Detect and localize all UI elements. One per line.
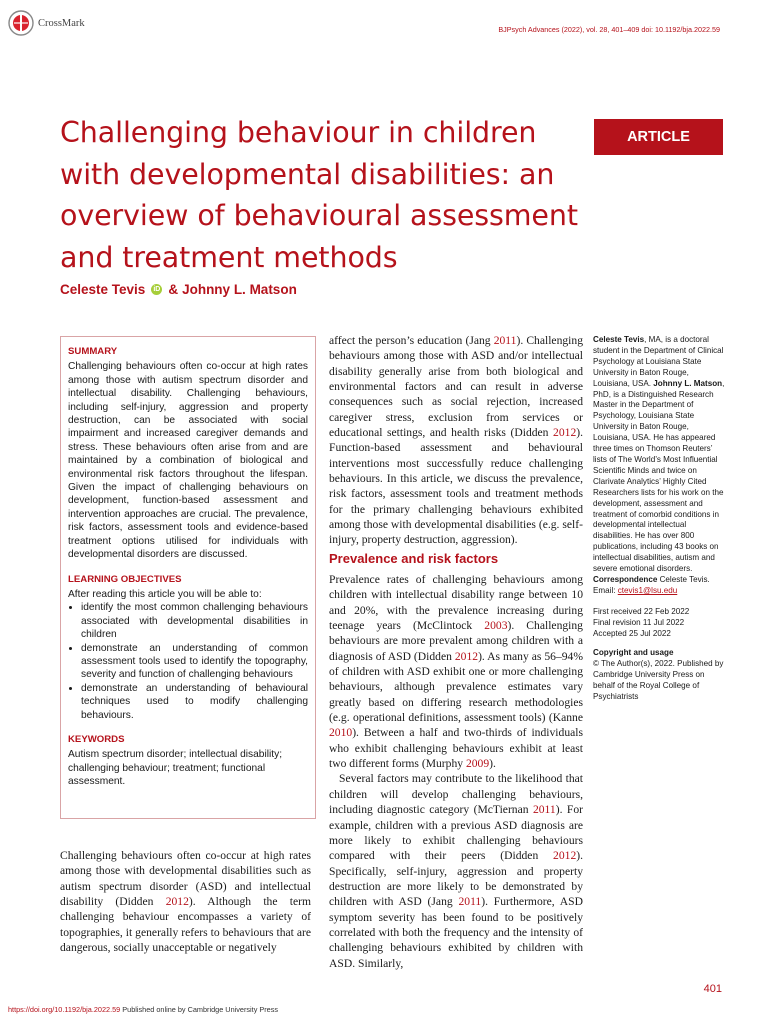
author-sidebar (593, 335, 725, 703)
article-title: Challenging behaviour in children with developmental disabilities: an overview of behavioural assessment and treatment methods (60, 116, 578, 274)
date-revised: Final revision 11 Jul 2022 (593, 617, 685, 627)
page-number: 401 (703, 983, 722, 995)
text-run: , MA, is a doctoral student in the Department of Clinical Psychology at Louisiana State University in Baton Rouge, Louisiana, USA. (593, 335, 724, 388)
text-run: ). Function-based assessment and behavioural interventions most successfully reduce challenging behaviours. In this article, we discuss the prevalence, risk factors, assessment tools and treatment methods for the primary challenging behaviours exhibited among those with developmental disabilities (e.g. self-injury, property destruction, aggression). (329, 426, 583, 547)
correspondence-name: Celeste Tevis. (657, 574, 710, 584)
citation-link[interactable]: 2011 (493, 334, 517, 347)
text-run: Challenging behaviours often co-occur at high rates among those with developmental disabilities such as autism spectrum disorder (ASD) and intellectual disability (Didden (60, 849, 311, 909)
author-name[interactable]: Johnny L. Matson (182, 282, 297, 297)
citation-link[interactable]: 2011 (532, 803, 556, 817)
objectives-list (68, 601, 308, 722)
citation-link[interactable]: 2009 (465, 757, 490, 771)
body-paragraph (329, 771, 583, 970)
text-run: ). For example, children with a previous ASD diagnosis are more likely to exhibit challenging behaviours compared with their peers (Didden (329, 803, 583, 863)
body-paragraph (329, 572, 583, 771)
author-bios (593, 335, 725, 575)
keywords-heading: KEYWORDS (68, 733, 125, 745)
summary-box (60, 336, 316, 819)
date-accepted: Accepted 25 Jul 2022 (593, 628, 671, 638)
objective-item: • demonstrate an understanding of common assessment tools used to identify the topography, severity and function of challenging behaviours (81, 642, 308, 682)
text-run: affect the person’s education (Jang (329, 334, 494, 347)
summary-heading: SUMMARY (68, 346, 118, 357)
text-run: ). Challenging behaviours among those with ASD and/or intellectual disability generally arise from both biological and environmental factors and can result in adverse consequences such as social rejection, increased caregiver stress, exclusion from services or educational settings, and health risks (Didden (329, 334, 583, 440)
author-name: Celeste Tevis (593, 335, 645, 344)
citation-link[interactable]: 2012 (454, 649, 479, 663)
crossmark-label: CrossMark (38, 17, 85, 29)
doi-link[interactable]: https://doi.org/10.1192/bja.2022.59 (8, 1005, 121, 1014)
copyright-block (593, 648, 725, 703)
correspondence (593, 575, 725, 586)
citation-link[interactable]: 2010 (329, 726, 353, 740)
text-run: , PhD, is a Distinguished Research Master in the Department of Psychology, Louisiana State University in Baton Rouge, Louisiana, USA. He has appeared three times on Thomson Reuters’ lists of The World’s Most Influential Scientific Minds and twice on Clarivate Analytics’ Highly Cited Researchers lists for his work on the development, assessment and treatment of comorbid conditions in developmental intellectual disabilities. He has over 800 publications, including 43 books on intellectual disabilities, autism and severe emotional disorders. (593, 378, 725, 574)
email-line (593, 586, 725, 597)
author-separator: & (168, 282, 179, 297)
footer-doi (8, 1005, 278, 1014)
intro-paragraph (60, 848, 311, 955)
text-run: ). (489, 757, 496, 771)
orcid-icon[interactable]: iD (153, 286, 161, 293)
author-list (60, 282, 297, 297)
objectives-intro: After reading this article you will be able to: (68, 588, 262, 600)
keywords-text: Autism spectrum disorder; intellectual disability; challenging behaviour; treatment; functional assessment. (68, 749, 283, 788)
text-run: ). Specifically, self-injury, aggression and property destruction are more likely to be demonstrated by children with ASD (Jang (329, 849, 583, 909)
text-run: ). Furthermore, ASD symptom severity has been found to be positively correlated with both the frequency and the intensity of challenging behaviours exhibited by children with ASD. Similarly, (329, 895, 583, 970)
text-run: Prevalence rates of challenging behaviours among children with intellectual disability range between 10 and 20%, with the prevalence increasing during teenage years (McClintock (329, 573, 583, 633)
citation-link[interactable]: 2012 (553, 849, 577, 863)
learning-objectives-heading: LEARNING OBJECTIVES (68, 573, 182, 585)
citation-link[interactable]: 2003 (484, 619, 508, 633)
citation-link[interactable]: 2011 (458, 895, 482, 909)
citation-link[interactable]: 2012 (553, 426, 577, 440)
email-label: Email: (593, 585, 618, 595)
author-name[interactable]: Celeste Tevis (60, 282, 146, 297)
text-run: ). Between a half and two-thirds of individuals who exhibit challenging behaviours exhibit at least two different forms (Murphy (329, 726, 583, 771)
copyright-text: © The Author(s), 2022. Published by Cambridge University Press on behalf of the Royal College of Psychiatrists (593, 659, 724, 702)
citation-link[interactable]: 2012 (165, 895, 189, 909)
text-run: ). Challenging behaviours are more prevalent among children with a diagnosis of ASD (Didden (329, 619, 583, 663)
prevalence-section (329, 572, 583, 971)
summary-text: Challenging behaviours often co-occur at high rates among those with autism spectrum disorder and intellectual disability. Challenging behaviours, including self-injury, aggression and property destruction, can be associated with social impairment and increased caregiver demands and stress. These behaviours often arise from and are maintained by a combination of biological and environmental risk factors throughout the lifespan. Given the impact of challenging behaviours on development, function-based assessment and intervention approaches are crucial. The prevalence, risk factors, assessment tools and evidence-based treatment options utilised for individuals with developmental disorders are discussed. (68, 361, 308, 561)
objective-item: • identify the most common challenging behaviours associated with developmental disabilities in children (81, 601, 308, 641)
text-run: ). As many as 56–94% of children with ASD exhibit one or more challenging behaviours, although prevalence estimates vary greatly based on differing research methodologies (e.g. operational definitions, assessment tools) (Kanne (329, 649, 583, 725)
copyright-heading: Copyright and usage (593, 648, 674, 658)
email-link[interactable]: ctevis1@lsu.edu (617, 585, 678, 595)
publisher-note: Published online by Cambridge University Press (120, 1005, 279, 1014)
article-dates (593, 607, 725, 640)
date-received: First received 22 Feb 2022 (593, 606, 690, 616)
text-run: Several factors may contribute to the likelihood that children will develop challenging behaviours, including diagnostic category (McTiernan (329, 772, 583, 817)
journal-reference: BJPsych Advances (2022), vol. 28, 401–409 doi: 10.1192/bja.2022.59 (498, 25, 720, 34)
crossmark-logo[interactable] (8, 8, 85, 38)
crossmark-icon (8, 10, 34, 36)
body-paragraph (329, 333, 583, 548)
article-type-badge: ARTICLE (594, 119, 723, 155)
section-heading: Prevalence and risk factors (329, 551, 499, 566)
author-name: Johnny L. Matson (653, 378, 723, 388)
text-run: ). Although the term challenging behaviour encompasses a variety of topographies, it generally refers to behaviours that are dangerous, socially unacceptable or negatively (60, 895, 311, 955)
objective-item: • demonstrate an understanding of behavioural techniques used to modify challenging behaviours. (81, 682, 308, 722)
correspondence-label: Correspondence (593, 574, 658, 584)
